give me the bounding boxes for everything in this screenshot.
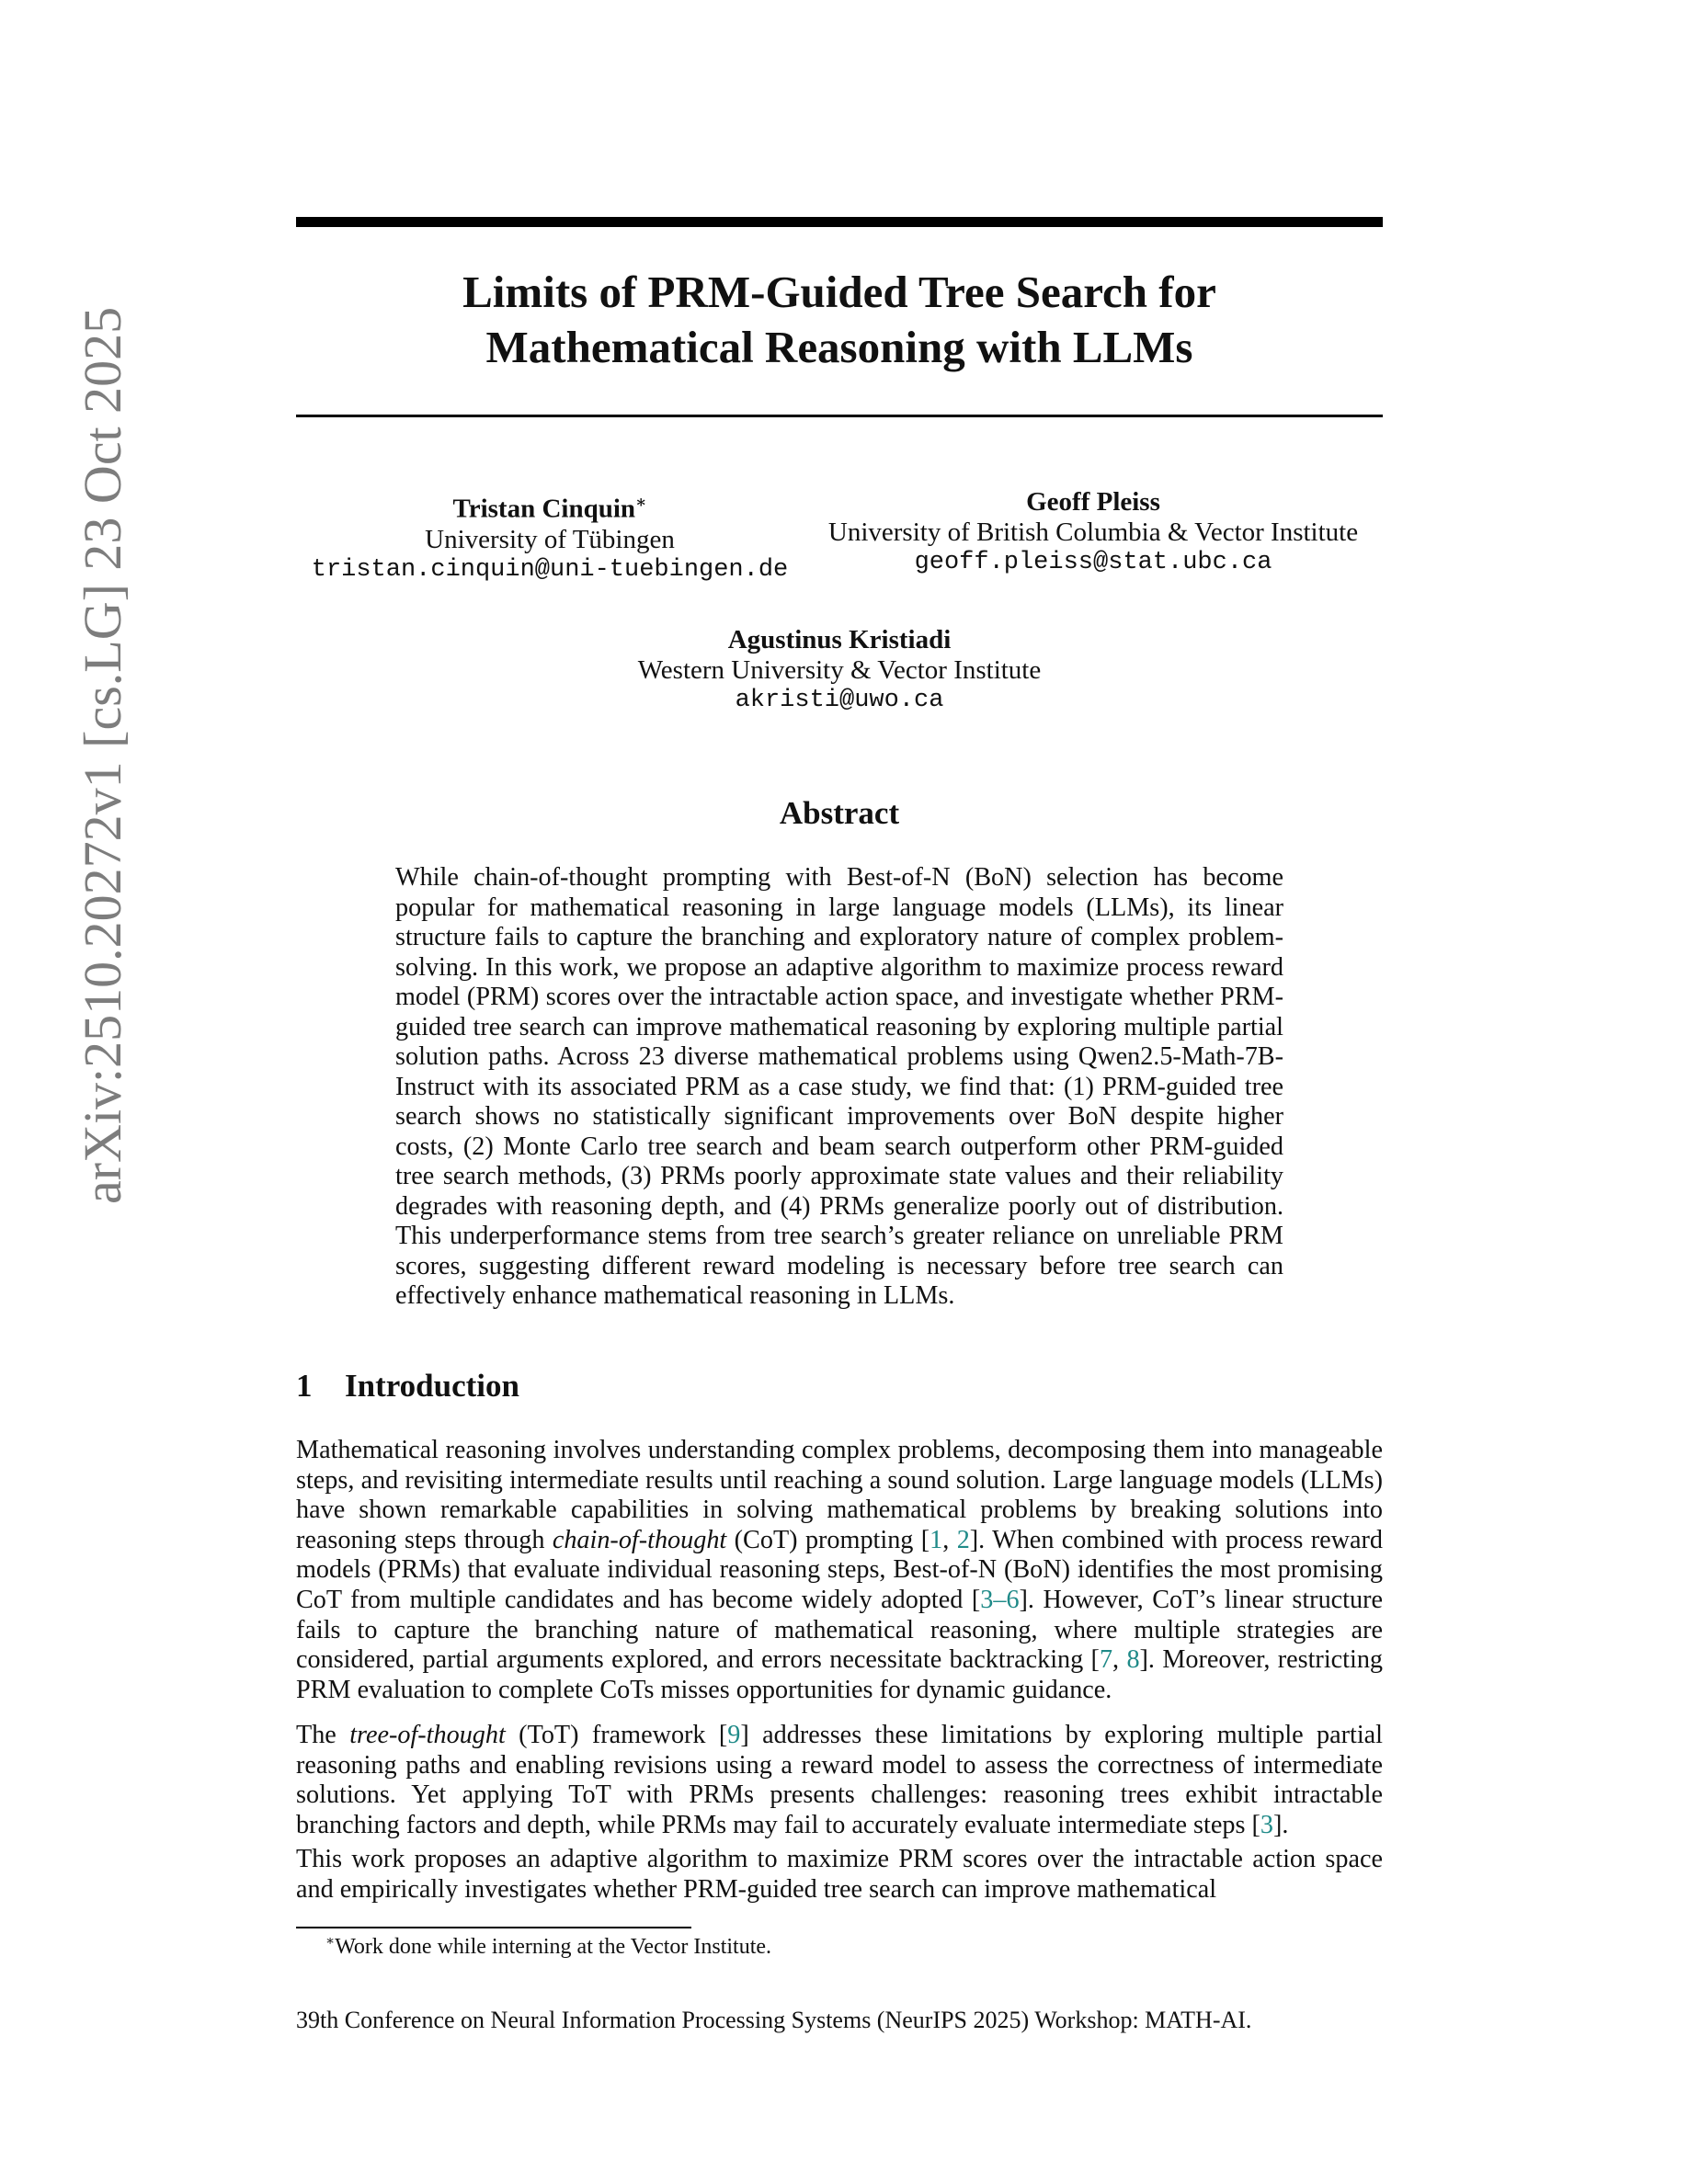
text-run: Mathematical reasoning involves understanding complex problems, decomposing them into manageable steps, and revisiting intermediate results until reaching a sound solution. Large language models (LLMs) have shown remarkable capabilities in solving mathematical problems by breaking solutions into reasoning steps through bbox=[296, 1436, 1383, 1554]
abstract-heading: Abstract bbox=[779, 795, 900, 831]
citation-link[interactable]: 7 bbox=[1099, 1645, 1113, 1675]
citation-link[interactable]: 3–6 bbox=[980, 1585, 1020, 1614]
author-affiliation: University of Tübingen bbox=[425, 524, 675, 554]
intro-paragraph-2 bbox=[296, 1721, 1383, 1840]
citation-link[interactable]: 9 bbox=[727, 1721, 741, 1749]
text-run: ]. bbox=[1272, 1810, 1289, 1839]
citation-link[interactable]: 8 bbox=[1126, 1645, 1140, 1675]
author-affiliation: University of British Columbia & Vector Institute bbox=[827, 518, 1359, 547]
author-name-text: Tristan Cinquin bbox=[452, 494, 636, 524]
author-block-1 bbox=[296, 487, 804, 586]
author-email[interactable]: tristan.cinquin@uni-tuebingen.de bbox=[311, 555, 789, 584]
author-name: Geoff Pleiss bbox=[1026, 487, 1160, 517]
venue-footer: 39th Conference on Neural Information Processing Systems (NeurIPS 2025) Workshop: MATH-AI. bbox=[296, 2007, 1252, 2033]
arxiv-identifier-stamp: arXiv:2510.20272v1 [cs.LG] 23 Oct 2025 bbox=[73, 306, 132, 1204]
author-affiliation: Western University & Vector Institute bbox=[637, 655, 1042, 685]
section-number: 1 bbox=[296, 1368, 313, 1404]
title-rule-top bbox=[296, 217, 1383, 227]
text-run: ]. Moreover, restricting PRM evaluation to complete CoTs misses opportunities for dynamic guidance. bbox=[296, 1645, 1384, 1704]
text-run: The bbox=[296, 1721, 350, 1749]
author-email[interactable]: geoff.pleiss@stat.ubc.ca bbox=[914, 549, 1272, 576]
intro-paragraph-1 bbox=[296, 1436, 1383, 1705]
text-run: , bbox=[1112, 1645, 1127, 1675]
text-run: , bbox=[942, 1525, 957, 1554]
author-name: Agustinus Kristiadi bbox=[727, 625, 952, 654]
footnote-mark: ∗ bbox=[325, 1934, 336, 1949]
emphasis-chain-of-thought: chain-of-thought bbox=[552, 1525, 727, 1554]
footnote-rule bbox=[296, 1927, 691, 1928]
footnote-text: Work done while interning at the Vector Institute. bbox=[335, 1935, 772, 1959]
author-email[interactable]: akristi@uwo.ca bbox=[735, 687, 944, 714]
emphasis-tree-of-thought: tree-of-thought bbox=[349, 1721, 506, 1749]
title-line-1: Limits of PRM-Guided Tree Search for bbox=[462, 267, 1216, 317]
citation-link[interactable]: 2 bbox=[956, 1525, 970, 1554]
title-rule-bottom bbox=[296, 415, 1383, 417]
author-name bbox=[296, 487, 804, 525]
citation-link[interactable]: 3 bbox=[1260, 1810, 1273, 1839]
text-run: ]. When combined with process reward models (PRMs) that evaluate individual reasoning steps, Best-of-N (BoN) identifies the most promising CoT from multiple candidates and has become widely adopted [ bbox=[296, 1525, 1384, 1614]
author-block-3 bbox=[296, 625, 1383, 716]
section-heading-introduction bbox=[296, 1368, 519, 1405]
text-run: (ToT) framework [ bbox=[505, 1721, 728, 1749]
author-footnote-mark: ∗ bbox=[635, 493, 647, 511]
author-block-2 bbox=[804, 487, 1383, 578]
footnote bbox=[325, 1932, 771, 1960]
text-run: ] addresses these limitations by exploring multiple partial reasoning paths and enabling revisions using a reward model to assess the correctness of intermediate solutions. Yet applying ToT with PRMs presents challenges: reasoning trees exhibit intractable branching factors and depth, while PRMs may fail to accurately evaluate intermediate steps [ bbox=[296, 1721, 1384, 1839]
citation-link[interactable]: 1 bbox=[930, 1525, 943, 1554]
text-run: ]. However, CoT’s linear structure fails to capture the branching nature of mathematical reasoning, where multiple strategies are considered, partial arguments explored, and errors necessitate backtracking [ bbox=[296, 1585, 1383, 1675]
paper-title bbox=[296, 265, 1383, 375]
section-title: Introduction bbox=[345, 1368, 519, 1404]
text-run: (CoT) prompting [ bbox=[726, 1525, 930, 1554]
intro-paragraph-3: This work proposes an adaptive algorithm to maximize PRM scores over the intractable action space and empirically investigates whether PRM-guided tree search can improve mathematical bbox=[296, 1845, 1383, 1904]
title-line-2: Mathematical Reasoning with LLMs bbox=[485, 322, 1193, 372]
abstract-text: While chain-of-thought prompting with Best-of-N (BoN) selection has become popular for mathematical reasoning in large language models (LLMs), its linear structure fails to capture the branching and exploratory nature of complex problem-solving. In this work, we propose an adaptive algorithm to maximize process reward model (PRM) scores over the intractable action space, and investigate whether PRM-guided tree search can improve mathematical reasoning by exploring multiple partial solution paths. Across 23 diverse mathematical problems using Qwen2.5-Math-7B-Instruct with its associated PRM as a case study, we find that: (1) PRM-guided tree search shows no statistically significant improvements over BoN despite higher costs, (2) Monte Carlo tree search and beam search outperform other PRM-guided tree search methods, (3) PRMs poorly approximate state values and their reliability degrades with reasoning depth, and (4) PRMs generalize poorly out of distribution. This underperformance stems from tree search’s greater reliance on unreliable PRM scores, suggesting different reward modeling is necessary before tree search can effectively enhance mathematical reasoning in LLMs. bbox=[395, 863, 1283, 1310]
